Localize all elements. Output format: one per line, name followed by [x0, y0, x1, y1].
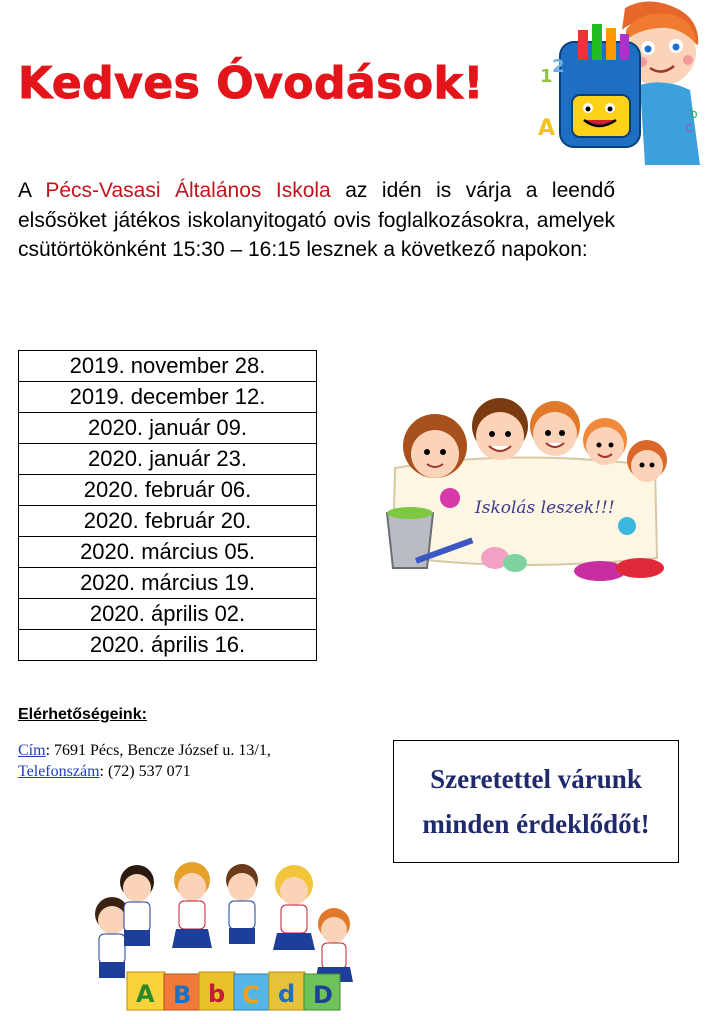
svg-text:1: 1: [540, 66, 553, 87]
contact-heading: Elérhetőségeink:: [18, 706, 147, 723]
phone-line: [18, 763, 191, 781]
table-row: [19, 475, 317, 506]
table-row: [19, 444, 317, 475]
address-value: : 7691 Pécs, Bencze József u. 13/1,: [45, 742, 271, 759]
address-line: [18, 742, 271, 760]
table-row: [19, 413, 317, 444]
date-cell: 2020. január 09.: [19, 413, 317, 444]
date-cell: 2019. december 12.: [19, 382, 317, 413]
date-cell: 2020. március 19.: [19, 568, 317, 599]
letter-blocks: [127, 972, 340, 1010]
table-row: [19, 537, 317, 568]
block-letter: b: [208, 980, 226, 1008]
table-row: [19, 351, 317, 382]
block-letter: C: [242, 981, 260, 1009]
kids-banner-illustration: [365, 388, 670, 588]
page-title: Kedves Óvodások!: [18, 58, 484, 109]
banner-text: Iskolás leszek!!!: [475, 498, 615, 518]
greeting-box: [393, 740, 679, 863]
svg-text:A: A: [538, 116, 556, 141]
svg-text:2: 2: [552, 56, 565, 77]
date-cell: 2020. április 02.: [19, 599, 317, 630]
date-cell: 2020. március 05.: [19, 537, 317, 568]
date-cell: 2020. április 16.: [19, 630, 317, 661]
block-letter: B: [173, 981, 192, 1009]
table-row: [19, 630, 317, 661]
date-cell: 2020. február 06.: [19, 475, 317, 506]
date-cell: 2020. február 20.: [19, 506, 317, 537]
svg-text:b: b: [690, 107, 698, 121]
date-cell: 2020. január 23.: [19, 444, 317, 475]
intro-paragraph: [18, 176, 615, 265]
phone-value: : (72) 537 071: [99, 763, 191, 780]
address-link[interactable]: Cím: [18, 742, 46, 759]
children-blocks-illustration: [72, 862, 372, 1020]
phone-link[interactable]: Telefonszám: [18, 763, 100, 780]
table-row: [19, 599, 317, 630]
dates-table: [18, 350, 317, 661]
intro-text: az idén is várja a leendő elsősöket játékos iskolanyitogató ovis foglalkozásokra, amelyek csütörtökönként 15:30 – 16:15 lesznek a következő napokon:: [18, 179, 615, 261]
table-row: [19, 568, 317, 599]
table-row: [19, 506, 317, 537]
block-letter: d: [278, 980, 296, 1008]
block-letter: A: [136, 980, 155, 1008]
school-name: Pécs-Vasasi Általános Iskola: [45, 179, 331, 202]
table-row: [19, 382, 317, 413]
svg-text:c: c: [685, 120, 693, 136]
intro-prefix: A: [18, 179, 46, 202]
boy-with-schoolbag-illustration: [530, 0, 705, 165]
greeting-line-2: minden érdeklődőt!: [422, 808, 650, 839]
greeting-line-1: Szeretettel várunk: [430, 763, 642, 794]
block-letter: D: [313, 981, 333, 1009]
date-cell: 2019. november 28.: [19, 351, 317, 382]
